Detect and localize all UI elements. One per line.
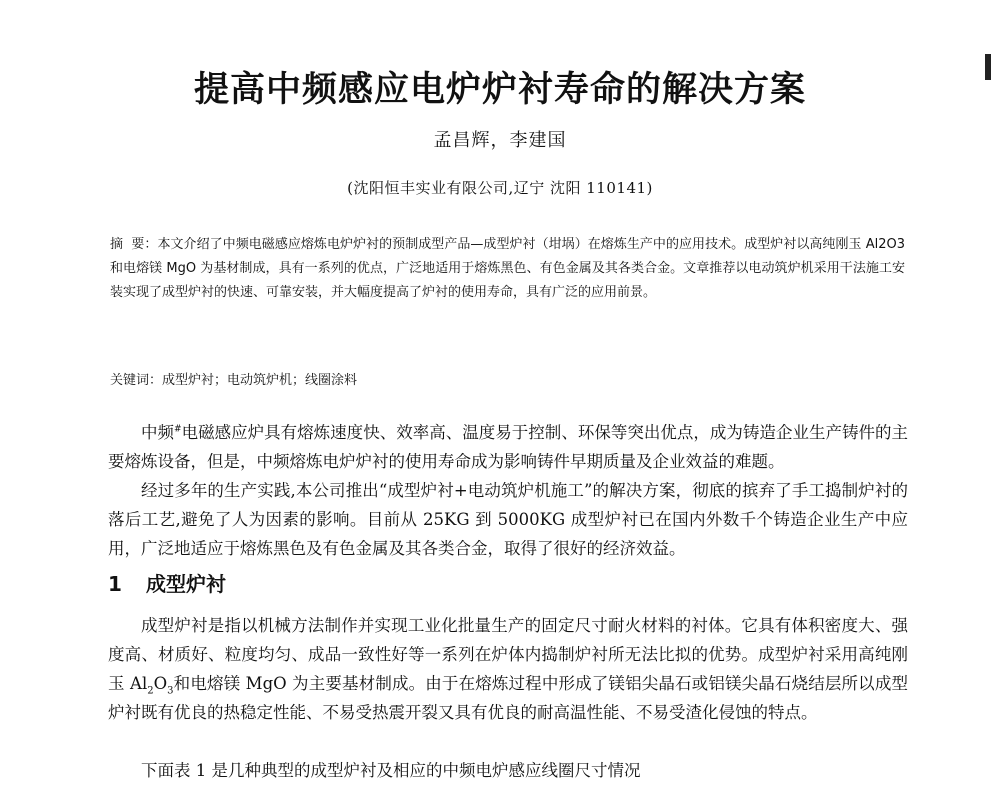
body-paragraph-2: 经过多年的生产实践,本公司推出“成型炉衬+电动筑炉机施工”的解决方案，彻底的摈弃了手工捣制炉衬的落后工艺,避免了人为因素的影响。目前从 25KG 到 5000KG 成型炉衬已在国内外数千个铸造企业生产中应用，广泛地适应于熔炼黑色及有色金属及其各类合金，取得了很好的经济效益。 (108, 481, 908, 558)
abstract-label: 摘 要： (110, 237, 158, 252)
keywords (110, 369, 905, 388)
p3-text-mid: O (153, 674, 168, 693)
body-paragraph-1 (108, 418, 908, 476)
p3-text-start: 成型炉衬是指以机械方法制作并实现工业化批量生产的固定尺寸耐火材料的衬体。它具有体积密度大、强度高、材质好、粒度均匀、成品一致性好等一系列在炉体内捣制炉衬所无法比拟的优势。成型炉衬采用高纯刚玉 Al (108, 616, 908, 693)
section-number: 1 (108, 572, 122, 596)
body-paragraph-3 (108, 611, 908, 727)
footnote-marker: # (174, 424, 182, 435)
abstract-text: 本文介绍了中频电磁感应熔炼电炉炉衬的预制成型产品—成型炉衬（坩埚）在熔炼生产中的应用技术。成型炉衬以高纯刚玉 Al2O3 和电熔镁 MgO 为基材制成，具有一系列的优点，广泛地适用于熔炼黑色、有色金属及其各类合金。文章推荐以电动筑炉机采用干法施工安装实现了成型炉衬的快速、可靠安装，并大幅度提高了炉衬的使用寿命，具有广泛的应用前景。 (110, 237, 906, 300)
section-heading-1 (108, 568, 226, 597)
paper-title: 提高中频感应电炉炉衬寿命的解决方案 (193, 70, 806, 110)
subscript-2: 2 (147, 685, 154, 697)
keywords-text: 成型炉衬；电动筑炉机；线圈涂料 (162, 373, 358, 388)
body-paragraph-4: 下面表 1 是几种典型的成型炉衬及相应的中频电炉感应线圈尺寸情况 (141, 761, 641, 780)
p1-text-rest: 电磁感应炉具有熔炼速度快、效率高、温度易于控制、环保等突出优点，成为铸造企业生产铸件的主要熔炼设备，但是，中频熔炼电炉炉衬的使用寿命成为影响铸件早期质量及企业效益的难题。 (108, 423, 909, 471)
paper-authors: 孟昌辉，李建国 (433, 130, 567, 151)
keywords-label: 关键词： (110, 373, 163, 388)
p1-text-start: 中频 (141, 423, 175, 442)
abstract (110, 233, 905, 305)
subscript-3: 3 (167, 685, 174, 697)
p3-text-rest: 和电熔镁 MgO 为主要基材制成。由于在熔炼过程中形成了镁铝尖晶石或铝镁尖晶石烧结层所以成型炉衬既有优良的热稳定性能、不易受热震开裂又具有优良的耐高温性能、不易受渣化侵蚀的特点。 (108, 674, 908, 722)
paper-affiliation: (沈阳恒丰实业有限公司,辽宁 沈阳 110141) (347, 179, 653, 197)
section-title: 成型炉衬 (146, 572, 226, 596)
